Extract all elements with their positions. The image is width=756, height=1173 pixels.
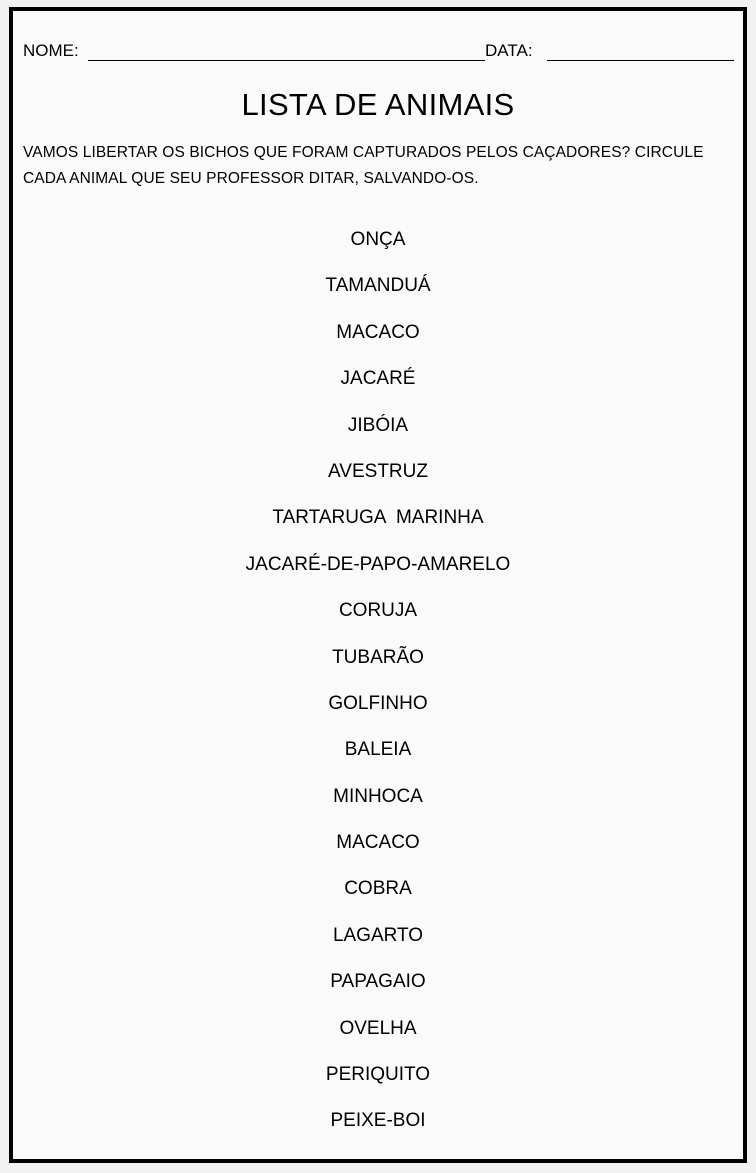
animal-item[interactable]: MINHOCA [333,785,423,807]
animal-item[interactable]: TAMANDUÁ [325,275,431,297]
animal-item[interactable]: JACARÉ [340,368,416,390]
animal-item[interactable]: GOLFINHO [328,692,428,714]
animal-item[interactable]: OVELHA [339,1017,417,1039]
animal-item[interactable]: LAGARTO [332,924,424,946]
animal-item[interactable]: TUBARÃO [332,646,424,668]
animal-item[interactable]: JACARÉ-DE-PAPO-AMARELO [245,553,511,575]
page-title: LISTA DE ANIMAIS [241,87,515,122]
name-field-line[interactable] [88,60,485,61]
worksheet [9,7,747,1163]
animal-item[interactable]: JIBÓIA [347,414,409,436]
animal-item[interactable]: PEIXE-BOI [330,1110,426,1132]
animal-item[interactable]: BALEIA [344,739,412,761]
name-label: NOME: [23,41,79,60]
animal-item[interactable]: ONÇA [350,229,406,250]
date-label: DATA: [485,41,533,60]
instructions-text: VAMOS LIBERTAR OS BICHOS QUE FORAM CAPTURADOS PELOS CAÇADORES? CIRCULE CADA ANIMAL QUE SEU PROFESSOR DITAR, SALVANDO-OS. [23,144,704,187]
animal-item[interactable]: PERIQUITO [325,1064,431,1086]
animal-item[interactable]: PAPAGAIO [330,971,426,993]
animal-item[interactable]: MACACO [336,321,420,343]
animal-item[interactable]: AVESTRUZ [328,460,428,482]
animal-item[interactable]: MACACO [336,832,420,854]
header-row [23,41,735,63]
animal-item[interactable]: COBRA [344,878,412,900]
animal-list [13,217,743,1145]
animal-item[interactable]: TARTARUGA MARINHA [272,507,484,529]
date-field-line[interactable] [547,60,734,61]
animal-item[interactable]: CORUJA [338,600,418,622]
